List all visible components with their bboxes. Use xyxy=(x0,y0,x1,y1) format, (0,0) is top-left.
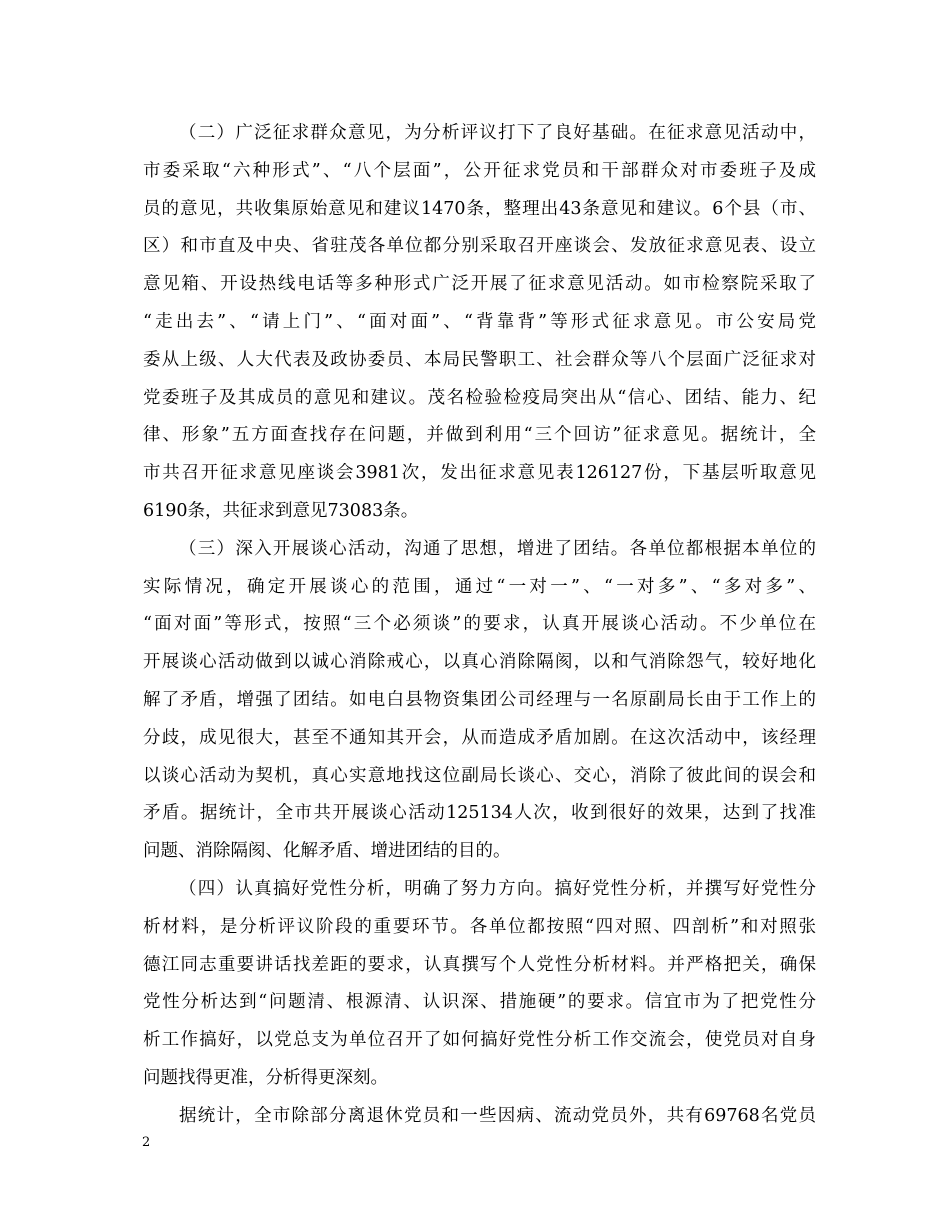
page-number: 2 xyxy=(142,1135,151,1150)
paragraph-line: 市共召开征求意见座谈会3981次，发出征求意见表126127份，下基层听取意见 xyxy=(143,463,816,484)
paragraph-line: 委从上级、人大代表及政协委员、本局民警职工、社会群众等八个层面广泛征求对 xyxy=(143,349,816,370)
paragraph-statistics xyxy=(143,1098,816,1136)
paragraph-line: （二）广泛征求群众意见，为分析评议打下了良好基础。在征求意见活动中， xyxy=(179,123,816,143)
paragraph-line: “走出去”、“请上门”、“面对面”、“背靠背”等形式征求意见。市公安局党 xyxy=(143,311,816,332)
paragraph-line: 开展谈心活动做到以诚心消除戒心，以真心消除隔阂，以和气消除怨气，较好地化 xyxy=(143,652,816,673)
paragraph-line: 分歧，成见很大，甚至不通知其开会，从而造成矛盾加剧。在这次活动中，该经理 xyxy=(143,727,816,748)
paragraph-line: 问题、消除隔阂、化解矛盾、增进团结的目的。 xyxy=(143,841,511,862)
paragraph-line: 律、形象”五方面查找存在问题，并做到利用“三个回访”征求意见。据统计，全 xyxy=(143,425,816,446)
paragraph-party-spirit-analysis xyxy=(143,871,816,1098)
paragraph-line: 党委班子及其成员的意见和建议。茂名检验检疫局突出从“信心、团结、能力、纪 xyxy=(143,387,816,408)
paragraph-heart-to-heart-talks xyxy=(143,531,816,871)
paragraph-line: 解了矛盾，增强了团结。如电白县物资集团公司经理与一名原副局长由于工作上的 xyxy=(143,689,816,710)
paragraph-line: 市委采取“六种形式”、“八个层面”，公开征求党员和干部群众对市委班子及成 xyxy=(143,160,816,181)
paragraph-line: 区）和市直及中央、省驻茂各单位都分别采取召开座谈会、发放征求意见表、设立 xyxy=(143,236,816,257)
body-text xyxy=(143,115,816,1136)
paragraph-line: 德江同志重要讲话找差距的要求，认真撰写个人党性分析材料。并严格把关，确保 xyxy=(143,954,816,975)
paragraph-line: （四）认真搞好党性分析，明确了努力方向。搞好党性分析，并撰写好党性分 xyxy=(179,878,816,899)
paragraph-line: 党性分析达到“问题清、根源清、认识深、措施硬”的要求。信宜市为了把党性分 xyxy=(143,992,816,1013)
paragraph-line: 问题找得更准，分析得更深刻。 xyxy=(143,1067,388,1088)
paragraph-line: 6190条，共征求到意见73083条。 xyxy=(143,500,419,521)
paragraph-solicit-opinions xyxy=(143,115,816,531)
paragraph-line: 析工作搞好，以党总支为单位召开了如何搞好党性分析工作交流会，使党员对自身 xyxy=(143,1030,816,1051)
paragraph-line: 矛盾。据统计，全市共开展谈心活动125134人次，收到很好的效果，达到了找准 xyxy=(143,803,816,824)
paragraph-line: “面对面”等形式，按照“三个必须谈”的要求，认真开展谈心活动。不少单位在 xyxy=(143,614,816,635)
paragraph-line: （三）深入开展谈心活动，沟通了思想，增进了团结。各单位都根据本单位的 xyxy=(179,538,816,559)
paragraph-line: 员的意见，共收集原始意见和建议1470条，整理出43条意见和建议。6个县（市、 xyxy=(143,198,816,219)
paragraph-line: 析材料，是分析评议阶段的重要环节。各单位都按照“四对照、四剖析”和对照张 xyxy=(143,916,816,937)
paragraph-line: 以谈心活动为契机，真心实意地找这位副局长谈心、交心，消除了彼此间的误会和 xyxy=(143,765,816,786)
paragraph-line: 实际情况，确定开展谈心的范围，通过“一对一”、“一对多”、“多对多”、 xyxy=(143,576,816,597)
paragraph-line: 据统计，全市除部分离退休党员和一些因病、流动党员外，共有69768名党员 xyxy=(179,1105,816,1126)
paragraph-line: 意见箱、开设热线电话等多种形式广泛开展了征求意见活动。如市检察院采取了 xyxy=(143,274,816,295)
